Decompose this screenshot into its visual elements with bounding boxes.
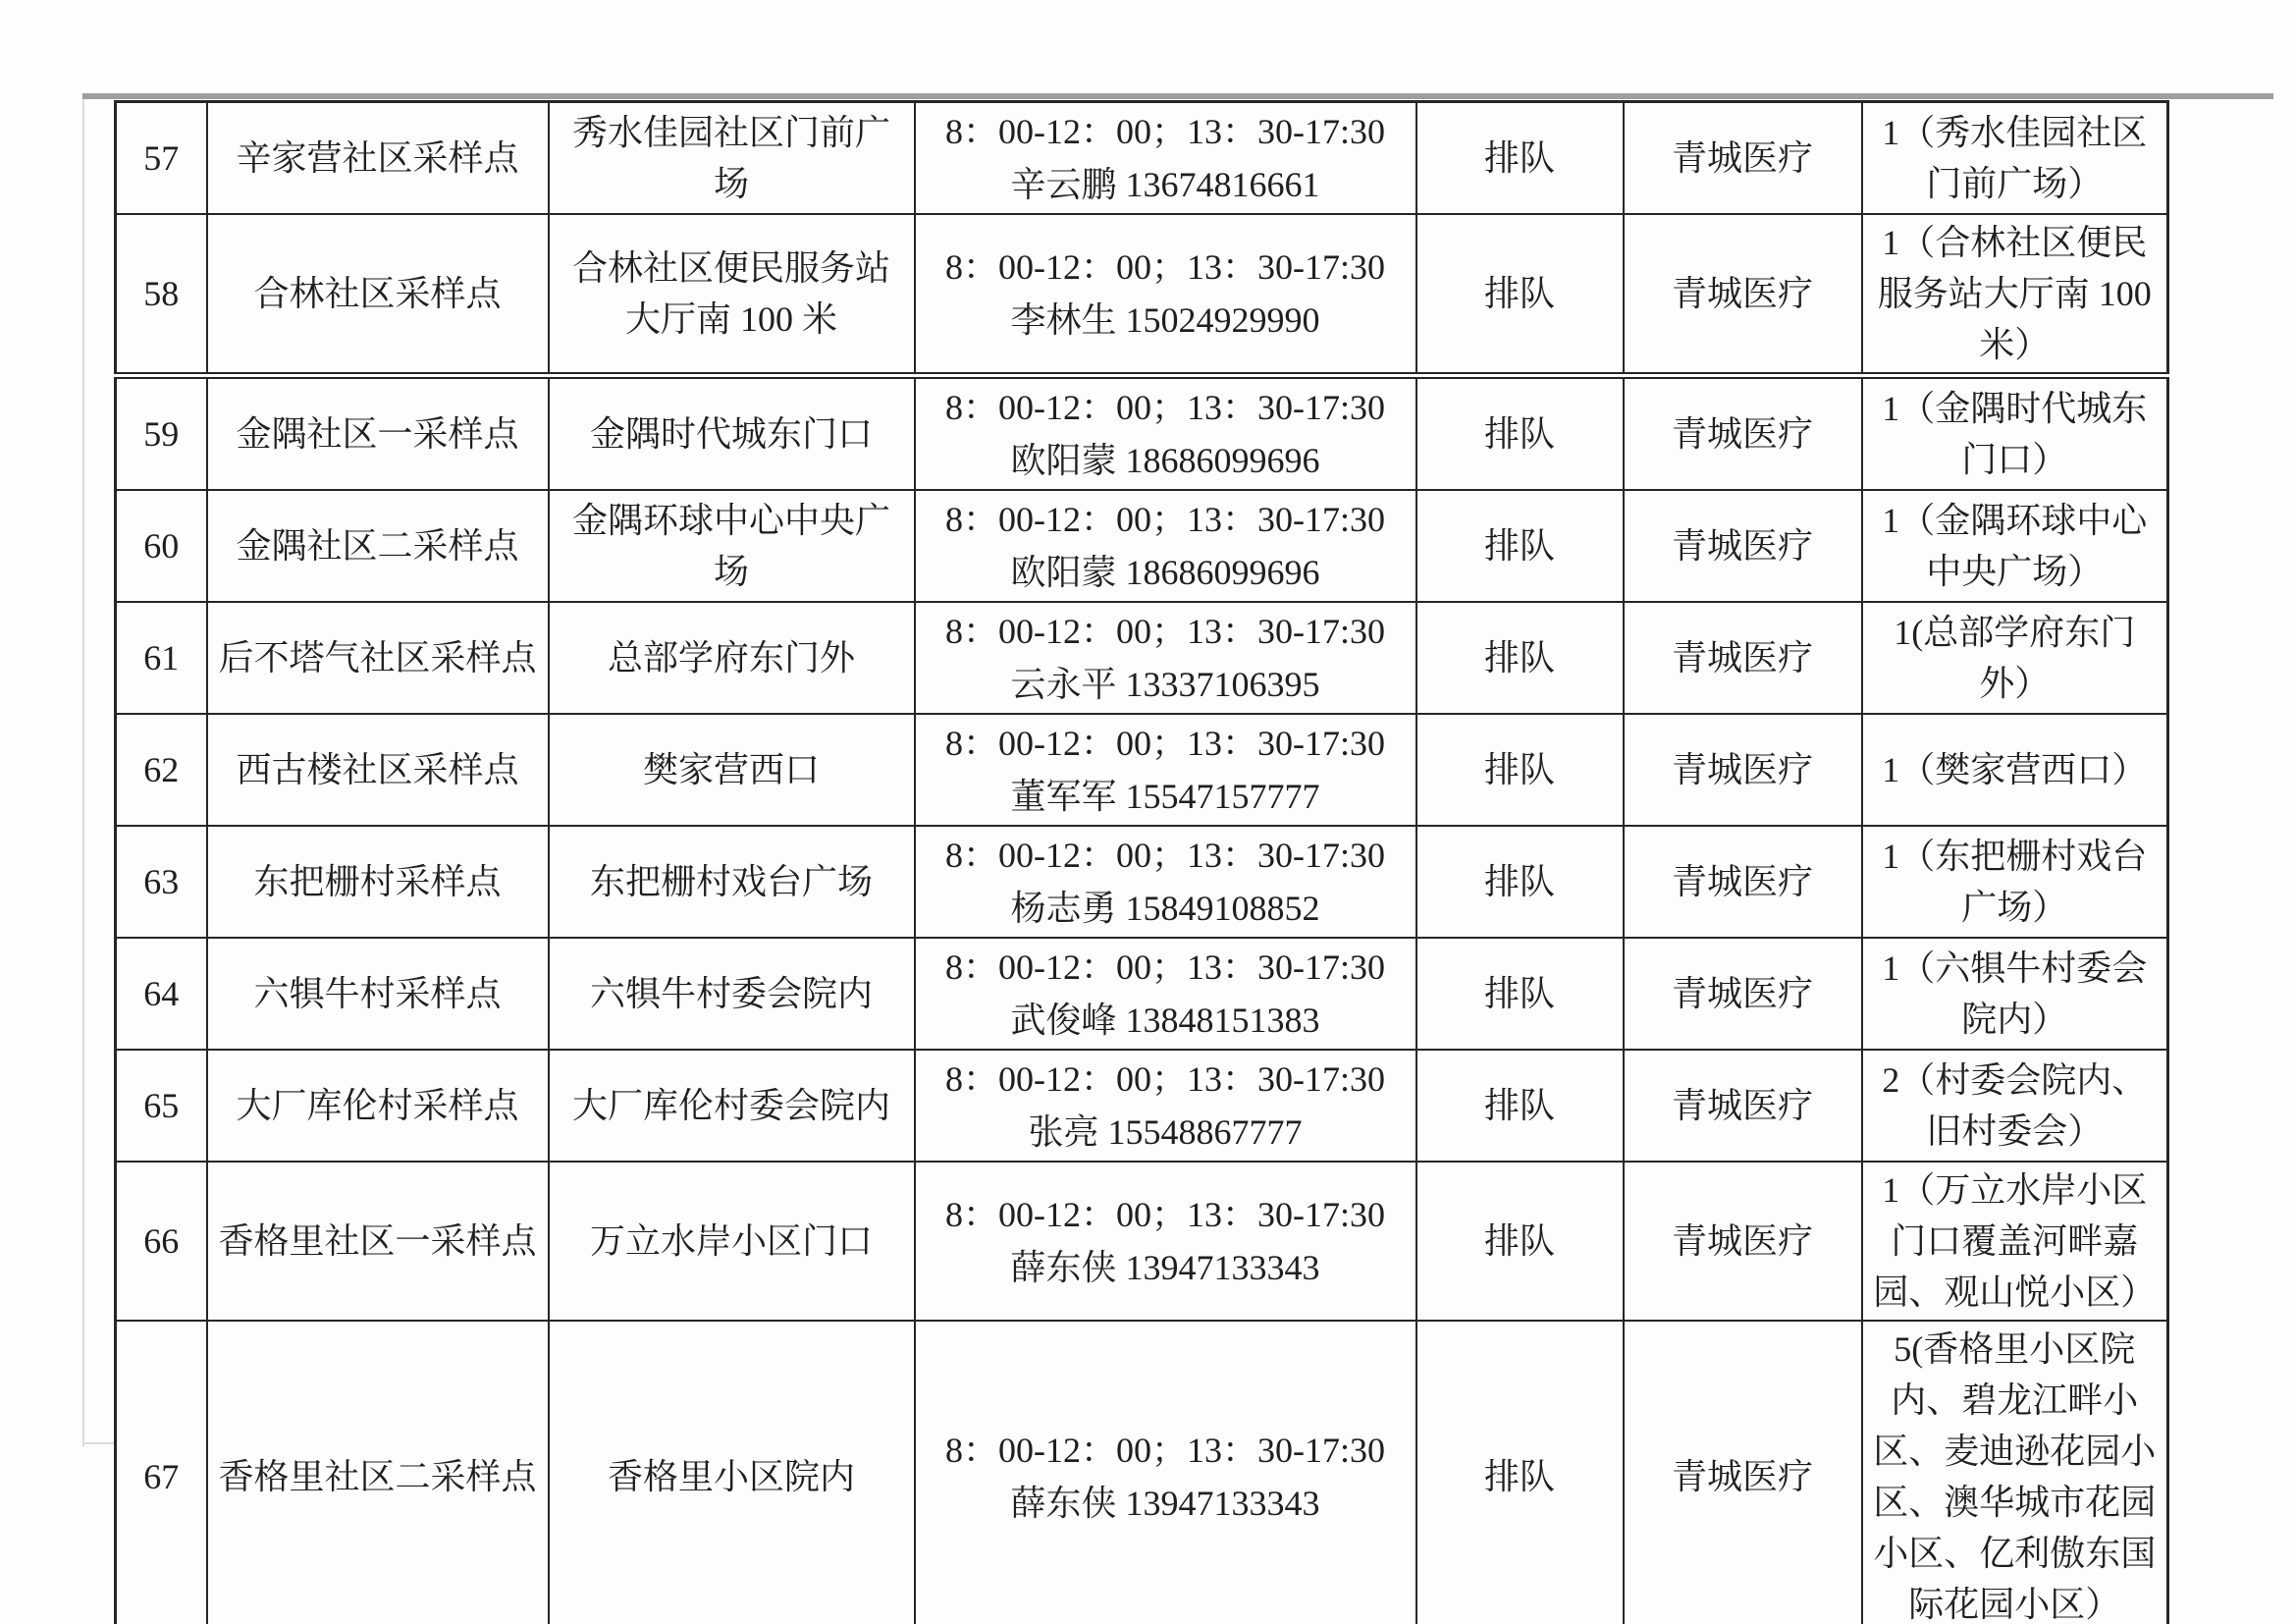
location-cell: 总部学府东门外 <box>549 602 915 714</box>
contact-text: 欧阳蒙 18686099696 <box>1010 441 1320 480</box>
location-cell: 金隅时代城东门口 <box>549 376 915 491</box>
site-name-cell: 香格里社区二采样点 <box>207 1321 549 1624</box>
row-number-cell: 61 <box>116 602 207 714</box>
schedule-contact-cell <box>915 1050 1416 1162</box>
schedule-text: 8：00-12：00；13：30-17:30 <box>945 1431 1385 1470</box>
table-row <box>116 714 2168 826</box>
location-cell: 香格里小区院内 <box>549 1321 915 1624</box>
point-count-detail-cell: 1（合林社区便民服务站大厅南 100 米） <box>1862 214 2168 376</box>
queue-method-cell: 排队 <box>1416 714 1624 826</box>
location-cell: 樊家营西口 <box>549 714 915 826</box>
queue-method-cell: 排队 <box>1416 102 1624 215</box>
page-left-edge-line <box>82 99 84 1446</box>
location-cell: 合林社区便民服务站大厅南 100 米 <box>549 214 915 376</box>
queue-method-cell: 排队 <box>1416 1162 1624 1321</box>
contact-text: 薛东侠 13947133343 <box>1010 1248 1320 1287</box>
schedule-contact-cell <box>915 938 1416 1050</box>
site-name-cell: 金隅社区二采样点 <box>207 490 549 602</box>
queue-method-cell: 排队 <box>1416 938 1624 1050</box>
table-row <box>116 214 2168 376</box>
organization-cell: 青城医疗 <box>1624 826 1862 938</box>
schedule-contact-cell <box>915 490 1416 602</box>
table-row <box>116 602 2168 714</box>
table-row <box>116 826 2168 938</box>
contact-text: 武俊峰 13848151383 <box>1010 1001 1320 1040</box>
schedule-text: 8：00-12：00；13：30-17:30 <box>945 947 1385 987</box>
schedule-contact-cell <box>915 1162 1416 1321</box>
schedule-contact-cell <box>915 714 1416 826</box>
schedule-contact-cell <box>915 1321 1416 1624</box>
table-row <box>116 1050 2168 1162</box>
site-name-cell: 香格里社区一采样点 <box>207 1162 549 1321</box>
organization-cell: 青城医疗 <box>1624 602 1862 714</box>
row-number-cell: 65 <box>116 1050 207 1162</box>
point-count-detail-cell: 5(香格里小区院内、碧龙江畔小区、麦迪逊花园小区、澳华城市花园小区、亿利傲东国际花园小区） <box>1862 1321 2168 1624</box>
point-count-detail-cell: 1（六犋牛村委会院内） <box>1862 938 2168 1050</box>
organization-cell: 青城医疗 <box>1624 714 1862 826</box>
contact-text: 欧阳蒙 18686099696 <box>1010 553 1320 592</box>
row-number-cell: 62 <box>116 714 207 826</box>
organization-cell: 青城医疗 <box>1624 376 1862 491</box>
row-number-cell: 59 <box>116 376 207 491</box>
location-cell: 秀水佳园社区门前广场 <box>549 102 915 215</box>
contact-text: 张亮 15548867777 <box>1028 1112 1303 1152</box>
table-row <box>116 1162 2168 1321</box>
schedule-contact-cell <box>915 602 1416 714</box>
organization-cell: 青城医疗 <box>1624 1321 1862 1624</box>
queue-method-cell: 排队 <box>1416 490 1624 602</box>
schedule-contact-cell <box>915 214 1416 376</box>
page-top-edge-line <box>82 93 2273 99</box>
location-cell: 万立水岸小区门口 <box>549 1162 915 1321</box>
schedule-text: 8：00-12：00；13：30-17:30 <box>945 612 1385 651</box>
schedule-text: 8：00-12：00；13：30-17:30 <box>945 247 1385 287</box>
table-row <box>116 1321 2168 1624</box>
schedule-text: 8：00-12：00；13：30-17:30 <box>945 500 1385 539</box>
location-cell: 金隅环球中心中央广场 <box>549 490 915 602</box>
organization-cell: 青城医疗 <box>1624 214 1862 376</box>
row-number-cell: 66 <box>116 1162 207 1321</box>
site-name-cell: 东把栅村采样点 <box>207 826 549 938</box>
sampling-points-table <box>114 100 2169 1624</box>
table-row <box>116 490 2168 602</box>
location-cell: 东把栅村戏台广场 <box>549 826 915 938</box>
site-name-cell: 合林社区采样点 <box>207 214 549 376</box>
location-cell: 大厂库伦村委会院内 <box>549 1050 915 1162</box>
row-number-cell: 63 <box>116 826 207 938</box>
row-number-cell: 58 <box>116 214 207 376</box>
site-name-cell: 金隅社区一采样点 <box>207 376 549 491</box>
queue-method-cell: 排队 <box>1416 1050 1624 1162</box>
table-row <box>116 376 2168 491</box>
point-count-detail-cell: 2（村委会院内、旧村委会） <box>1862 1050 2168 1162</box>
organization-cell: 青城医疗 <box>1624 938 1862 1050</box>
organization-cell: 青城医疗 <box>1624 490 1862 602</box>
schedule-text: 8：00-12：00；13：30-17:30 <box>945 388 1385 427</box>
point-count-detail-cell: 1（樊家营西口） <box>1862 714 2168 826</box>
site-name-cell: 西古楼社区采样点 <box>207 714 549 826</box>
schedule-text: 8：00-12：00；13：30-17:30 <box>945 1195 1385 1234</box>
row-number-cell: 57 <box>116 102 207 215</box>
point-count-detail-cell: 1(总部学府东门外） <box>1862 602 2168 714</box>
point-count-detail-cell: 1（金隅时代城东门口） <box>1862 376 2168 491</box>
queue-method-cell: 排队 <box>1416 602 1624 714</box>
point-count-detail-cell: 1（东把栅村戏台广场） <box>1862 826 2168 938</box>
site-name-cell: 后不塔气社区采样点 <box>207 602 549 714</box>
point-count-detail-cell: 1（秀水佳园社区门前广场） <box>1862 102 2168 215</box>
site-name-cell: 大厂库伦村采样点 <box>207 1050 549 1162</box>
schedule-text: 8：00-12：00；13：30-17:30 <box>945 1059 1385 1099</box>
schedule-contact-cell <box>915 376 1416 491</box>
point-count-detail-cell: 1（金隅环球中心中央广场） <box>1862 490 2168 602</box>
queue-method-cell: 排队 <box>1416 214 1624 376</box>
site-name-cell: 辛家营社区采样点 <box>207 102 549 215</box>
contact-text: 董军军 15547157777 <box>1010 777 1320 816</box>
table-row <box>116 938 2168 1050</box>
row-number-cell: 67 <box>116 1321 207 1624</box>
schedule-contact-cell <box>915 102 1416 215</box>
site-name-cell: 六犋牛村采样点 <box>207 938 549 1050</box>
contact-text: 李林生 15024929990 <box>1010 300 1320 340</box>
schedule-text: 8：00-12：00；13：30-17:30 <box>945 836 1385 875</box>
contact-text: 辛云鹏 13674816661 <box>1010 165 1320 204</box>
organization-cell: 青城医疗 <box>1624 1050 1862 1162</box>
row-number-cell: 64 <box>116 938 207 1050</box>
contact-text: 杨志勇 15849108852 <box>1010 889 1320 928</box>
queue-method-cell: 排队 <box>1416 826 1624 938</box>
organization-cell: 青城医疗 <box>1624 102 1862 215</box>
schedule-contact-cell <box>915 826 1416 938</box>
queue-method-cell: 排队 <box>1416 1321 1624 1624</box>
contact-text: 薛东侠 13947133343 <box>1010 1484 1320 1523</box>
table-row <box>116 102 2168 215</box>
contact-text: 云永平 13337106395 <box>1010 665 1320 704</box>
location-cell: 六犋牛村委会院内 <box>549 938 915 1050</box>
queue-method-cell: 排队 <box>1416 376 1624 491</box>
schedule-text: 8：00-12：00；13：30-17:30 <box>945 112 1385 151</box>
schedule-text: 8：00-12：00；13：30-17:30 <box>945 724 1385 763</box>
point-count-detail-cell: 1（万立水岸小区门口覆盖河畔嘉园、观山悦小区） <box>1862 1162 2168 1321</box>
organization-cell: 青城医疗 <box>1624 1162 1862 1321</box>
row-number-cell: 60 <box>116 490 207 602</box>
